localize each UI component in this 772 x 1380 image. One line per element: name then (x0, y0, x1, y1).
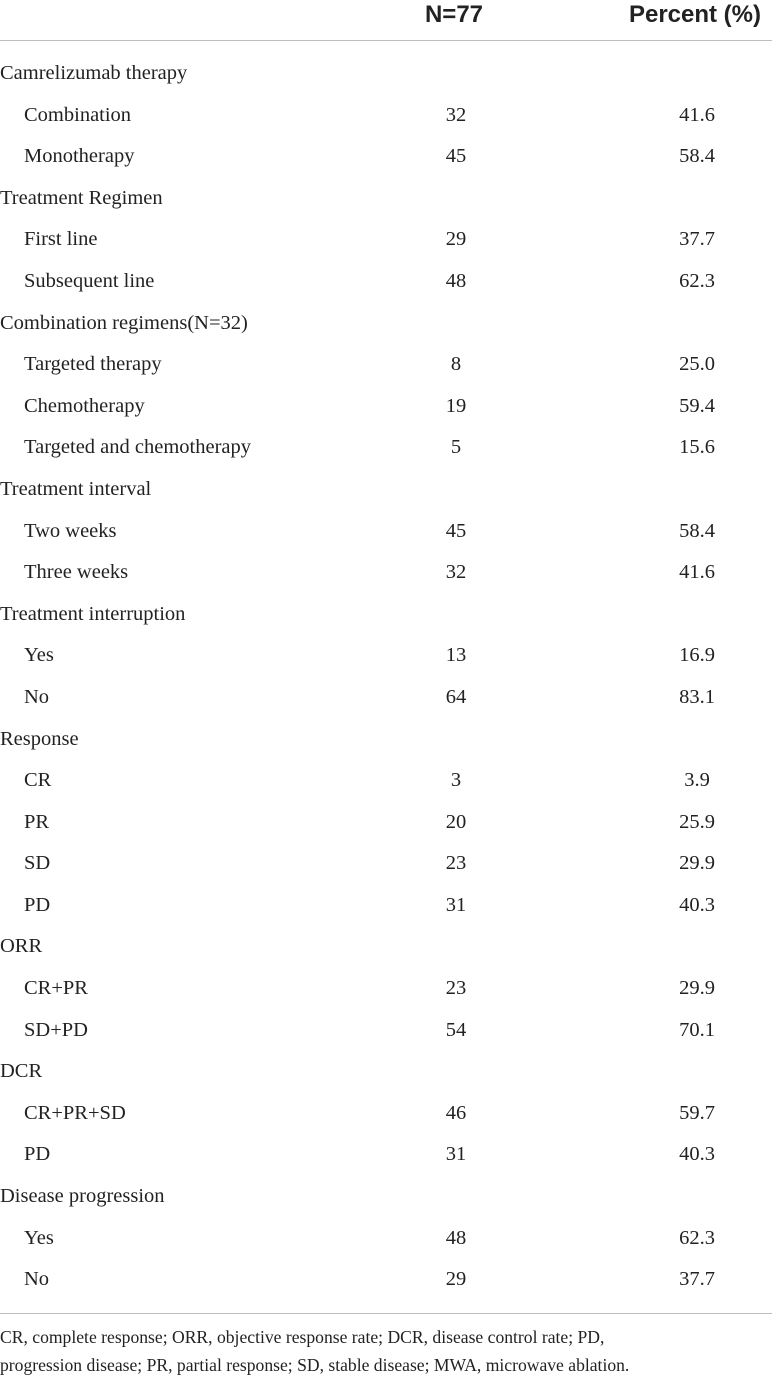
table-group-row (0, 926, 772, 968)
cell-percent: 40.3 (679, 893, 715, 916)
table-group-row (0, 303, 772, 345)
cell-percent: 37.7 (679, 228, 715, 251)
cell-n: 20 (445, 810, 467, 833)
table-row (0, 843, 772, 885)
table-bottom-rule (0, 1313, 772, 1314)
table-row (0, 219, 772, 261)
cell-n: 3 (450, 769, 462, 792)
header-percent: Percent (%) (628, 1, 762, 28)
cell-n: 48 (445, 269, 467, 292)
cell-percent: 15.6 (679, 436, 715, 459)
row-label: CR (24, 769, 52, 792)
row-label: First line (24, 228, 98, 251)
cell-n: 31 (445, 893, 467, 916)
table-body (0, 53, 772, 1301)
cell-n: 23 (445, 852, 467, 875)
cell-percent: 41.6 (679, 561, 715, 584)
cell-percent: 37.7 (679, 1268, 715, 1291)
cell-percent: 59.4 (679, 394, 715, 417)
row-label: CR+PR (24, 977, 88, 1000)
group-label: Treatment Regimen (0, 186, 163, 209)
table-group-row (0, 719, 772, 761)
cell-percent: 29.9 (679, 977, 715, 1000)
group-label: Treatment interruption (0, 602, 186, 625)
table-row (0, 1134, 772, 1176)
table-row (0, 885, 772, 927)
cell-n: 23 (445, 977, 467, 1000)
row-label: CR+PR+SD (24, 1101, 126, 1124)
group-label: Response (0, 727, 79, 750)
cell-n: 32 (445, 561, 467, 584)
row-label: PD (24, 893, 51, 916)
cell-percent: 29.9 (679, 852, 715, 875)
cell-n: 45 (445, 145, 467, 168)
cell-n: 48 (445, 1226, 467, 1249)
cell-n: 5 (450, 436, 462, 459)
table-group-row (0, 1051, 772, 1093)
cell-n: 31 (445, 1143, 467, 1166)
cell-n: 19 (445, 394, 467, 417)
cell-percent: 58.4 (679, 519, 715, 542)
footnote-line-1: CR, complete response; ORR, objective response rate; DCR, disease control rate; PD, (0, 1327, 605, 1347)
row-label: SD+PD (24, 1018, 88, 1041)
row-label: Two weeks (24, 519, 117, 542)
cell-percent: 41.6 (679, 103, 715, 126)
row-label: Three weeks (24, 561, 129, 584)
table-row (0, 344, 772, 386)
row-label: Monotherapy (24, 145, 135, 168)
cell-n: 29 (445, 1268, 467, 1291)
table-row (0, 552, 772, 594)
table-group-row (0, 594, 772, 636)
table-row (0, 1093, 772, 1135)
table-row (0, 386, 772, 428)
cell-percent: 25.0 (679, 353, 715, 376)
table-group-row (0, 178, 772, 220)
table-row (0, 261, 772, 303)
row-label: Combination (24, 103, 132, 126)
row-label: Chemotherapy (24, 394, 145, 417)
table-row (0, 802, 772, 844)
row-label: Yes (24, 644, 54, 667)
table-row (0, 677, 772, 719)
group-label: ORR (0, 935, 43, 958)
cell-n: 29 (445, 228, 467, 251)
row-label: Subsequent line (24, 269, 155, 292)
cell-percent: 25.9 (679, 810, 715, 833)
group-label: Treatment interval (0, 477, 152, 500)
table-row (0, 511, 772, 553)
table-group-row (0, 1176, 772, 1218)
table-group-row (0, 53, 772, 95)
table-row (0, 95, 772, 137)
cell-percent: 59.7 (679, 1101, 715, 1124)
table-row (0, 427, 772, 469)
table-group-row (0, 469, 772, 511)
row-label: Targeted therapy (24, 353, 162, 376)
cell-percent: 62.3 (679, 1226, 715, 1249)
table-row (0, 635, 772, 677)
table-row (0, 136, 772, 178)
header-n: N=77 (424, 1, 484, 28)
row-label: Yes (24, 1226, 54, 1249)
cell-n: 64 (445, 685, 467, 708)
group-label: Camrelizumab therapy (0, 62, 188, 84)
table-row (0, 1010, 772, 1052)
row-label: PR (24, 810, 50, 833)
table-header (0, 0, 772, 41)
group-label: DCR (0, 1060, 43, 1083)
cell-percent: 70.1 (679, 1018, 715, 1041)
cell-percent: 62.3 (679, 269, 715, 292)
table-row (0, 760, 772, 802)
cell-n: 8 (450, 353, 462, 376)
table-footnote (0, 1323, 772, 1379)
cell-percent: 3.9 (684, 769, 710, 792)
footnote-line-2: progression disease; PR, partial response; SD, stable disease; MWA, microwave ablation. (0, 1355, 630, 1375)
cell-n: 13 (445, 644, 467, 667)
cell-n: 45 (445, 519, 467, 542)
row-label: Targeted and chemotherapy (24, 436, 252, 459)
cell-n: 46 (445, 1101, 467, 1124)
cell-percent: 83.1 (679, 685, 715, 708)
table-row (0, 1218, 772, 1260)
row-label: No (24, 685, 50, 708)
row-label: PD (24, 1143, 51, 1166)
cell-percent: 40.3 (679, 1143, 715, 1166)
row-label: No (24, 1268, 50, 1291)
group-label: Disease progression (0, 1185, 165, 1208)
table-row (0, 968, 772, 1010)
row-label: SD (24, 852, 51, 875)
group-label: Combination regimens(N=32) (0, 311, 248, 334)
cell-n: 54 (445, 1018, 467, 1041)
cell-percent: 58.4 (679, 145, 715, 168)
cell-n: 32 (445, 103, 467, 126)
table-row (0, 1259, 772, 1301)
cell-percent: 16.9 (679, 644, 715, 667)
